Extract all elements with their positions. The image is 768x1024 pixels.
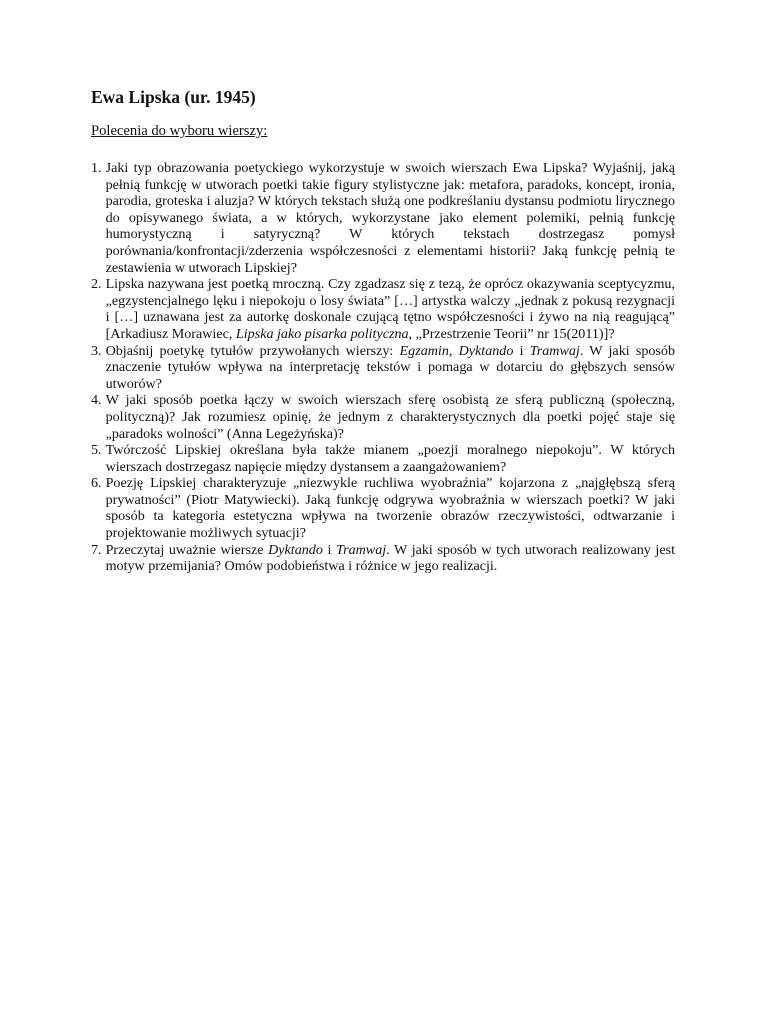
list-item-number: 2. xyxy=(91,276,102,293)
text-fragment: i xyxy=(513,342,530,359)
document-title: Ewa Lipska (ur. 1945) xyxy=(91,87,256,107)
list-item xyxy=(91,343,675,393)
text-fragment: Jaki typ obrazowania poetyckiego wykorzystuje w swoich wierszach Ewa Lipska? Wyjaśnij, jaką pełnią funkcję w utworach poetki takie figury stylistyczne jak: metafora, paradoks, koncept, ironia, parodia, groteska i aluzja? W których tekstach służą one podkreślaniu dystansu podmiotu lirycznego do opisywanego świata, a w których, wykorzystane jako element polemiki, pełnią funkcję humorystyczną i satyryczną? W których tekstach dostrzegasz pomysł porównania/konfrontacji/zderzenia współczesności z elementami historii? Jaką funkcję pełnią te zestawienia w utworach Lipskiej? xyxy=(105,160,675,276)
text-fragment: , „Przestrzenie Teorii” nr 15(2011)]? xyxy=(408,325,615,342)
list-item-number: 4. xyxy=(91,392,102,409)
document-subtitle: Polecenia do wyboru wierszy: xyxy=(91,123,268,139)
list-item-number: 1. xyxy=(91,160,102,176)
list-item xyxy=(91,442,675,475)
text-fragment: Przeczytaj uważnie wiersze xyxy=(105,541,269,558)
list-item-text xyxy=(106,475,675,541)
italic-title: Dyktando xyxy=(458,342,514,359)
text-fragment: Objaśnij poetykę tytułów przywołanych wierszy: xyxy=(105,342,400,359)
italic-title: Dyktando xyxy=(268,541,323,558)
text-fragment: Poezję Lipskiej charakteryzuje „niezwykle ruchliwa wyobraźnia” kojarzona z „najgłębszą sferą prywatności” (Piotr Matywiecki). Jaką funkcję odgrywa wyobraźnia w wierszach poetki? W jaki sposób ta kategoria estetyczna wpływa na tworzenie obrazów rzeczywistości, odtwarzanie i projektowanie możliwych sytuacji? xyxy=(105,475,675,542)
list-item-text xyxy=(106,343,675,393)
text-fragment: . W jaki sposób znaczenie tytułów wpływa na interpretację tekstów i pomaga w dotarciu do głębszych sensów utworów? xyxy=(105,342,675,392)
text-fragment: , xyxy=(448,342,459,359)
list-item-text xyxy=(106,392,675,442)
list-item xyxy=(91,475,675,541)
list-item-text xyxy=(106,442,675,475)
list-item xyxy=(91,276,675,342)
list-item xyxy=(91,392,675,442)
task-list xyxy=(91,160,675,575)
list-item-text xyxy=(106,276,675,342)
italic-title: Tramwaj xyxy=(336,541,387,558)
document-page xyxy=(91,86,675,575)
list-item-text xyxy=(106,542,675,575)
list-item-number: 6. xyxy=(91,475,102,492)
list-item-text xyxy=(106,160,675,276)
text-fragment: W jaki sposób poetka łączy w swoich wierszach sferę osobistą ze sferą publiczną (społeczną, polityczną)? Jak rozumiesz opinię, że jednym z charakterystycznych dla poetki pojęć staje się „paradoks wolności” (Anna Legeżyńska)? xyxy=(105,392,675,442)
italic-title: Egzamin xyxy=(399,342,449,359)
text-fragment: i xyxy=(322,541,337,558)
text-fragment: Twórczość Lipskiej określana była także mianem „poezji moralnego niepokoju”. W których wierszach dostrzegasz napięcie między dystansem a zaangażowaniem? xyxy=(105,442,675,475)
list-item xyxy=(91,542,675,575)
list-item-number: 3. xyxy=(91,342,102,359)
text-fragment: . W jaki sposób w tych utworach realizowany jest motyw przemijania? Omów podobieństwa i różnice w jego realizacji. xyxy=(105,541,675,575)
list-item xyxy=(91,160,675,276)
list-item-number: 7. xyxy=(91,541,102,558)
italic-title: Lipska jako pisarka polityczna xyxy=(235,325,409,342)
italic-title: Tramwaj xyxy=(529,342,580,359)
list-item-number: 5. xyxy=(91,442,102,459)
text-fragment: Lipska nazywana jest poetką mroczną. Czy zgadzasz się z tezą, że oprócz okazywania sceptycyzmu, „egzystencjalnego lęku i niepokoju o losy świata” […] artystka walczy „jednak z pokusą rezygnacji i […] uznawana jest za autorkę doskonale czującą tętno współczesności i żywo na nią reagującą” [Arkadiusz Morawiec, xyxy=(105,276,675,342)
